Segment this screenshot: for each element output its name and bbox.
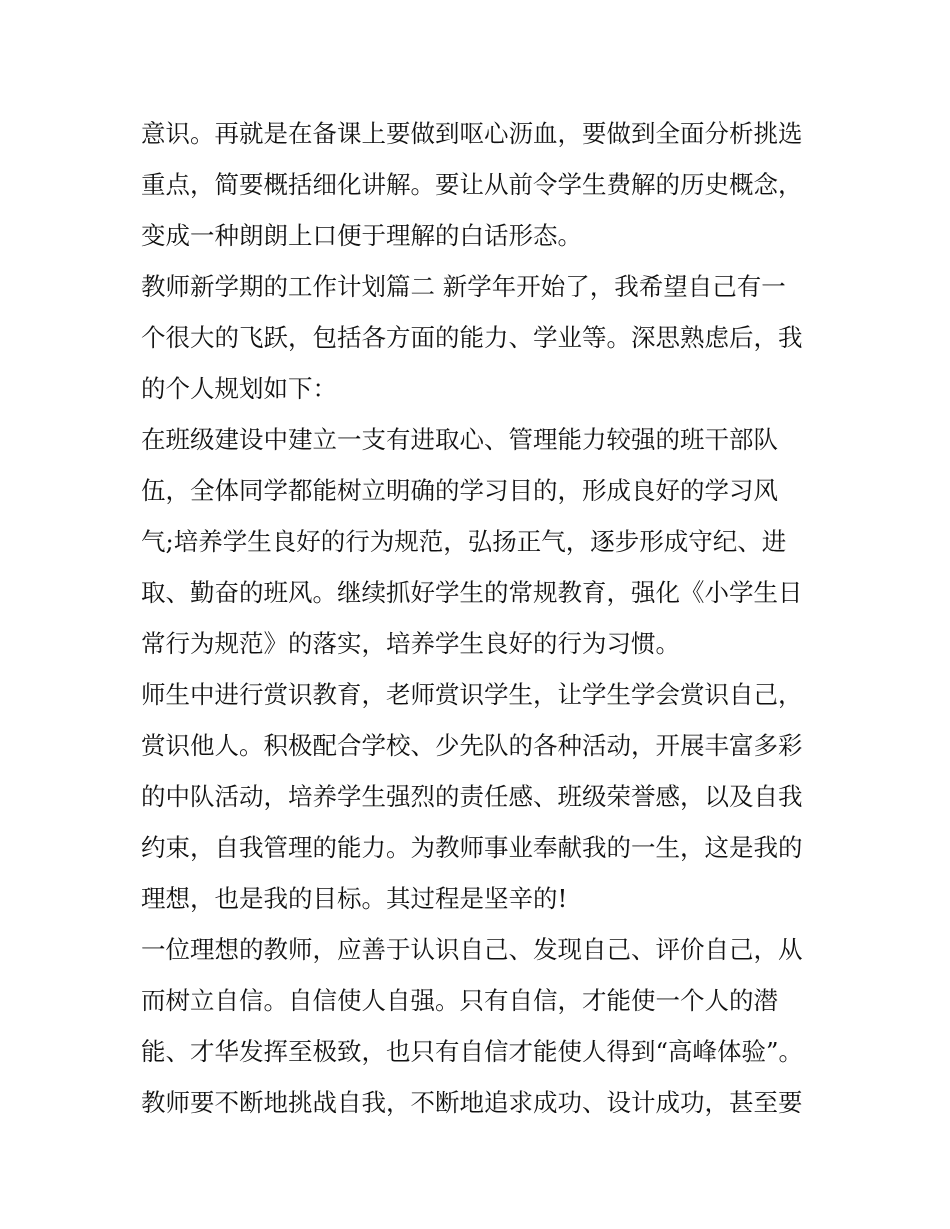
text-line: 理想，也是我的目标。其过程是坚辛的! xyxy=(141,884,568,913)
text-line: 的个人规划如下： xyxy=(141,374,337,403)
text-line: 气;培养学生良好的行为规范，弘扬正气，逐步形成守纪、进 xyxy=(141,527,787,556)
text-line: 教师要不断地挑战自我，不断地追求成功、设计成功，甚至要 xyxy=(141,1088,803,1117)
text-line: 伍，全体同学都能树立明确的学习目的，形成良好的学习风 xyxy=(141,476,778,505)
text-line: 师生中进行赏识教育，老师赏识学生，让学生学会赏识自己， xyxy=(141,680,803,709)
text-line: 的中队活动，培养学生强烈的责任感、班级荣誉感，以及自我 xyxy=(141,782,803,811)
text-line: 意识。再就是在备课上要做到呕心沥血，要做到全面分析挑选 xyxy=(141,119,803,148)
text-line: 在班级建设中建立一支有进取心、管理能力较强的班干部队 xyxy=(141,425,778,454)
text-line: 约束，自我管理的能力。为教师事业奉献我的一生，这是我的 xyxy=(141,833,803,862)
text-line: 而树立自信。自信使人自强。只有自信，才能使一个人的潜 xyxy=(141,986,778,1015)
text-line: 一位理想的教师，应善于认识自己、发现自己、评价自己，从 xyxy=(141,935,803,964)
text-line: 重点，简要概括细化讲解。要让从前令学生费解的历史概念， xyxy=(141,170,803,199)
text-line: 教师新学期的工作计划篇二 新学年开始了，我希望自己有一 xyxy=(141,272,786,301)
text-line: 变成一种朗朗上口便于理解的白话形态。 xyxy=(141,221,582,250)
text-line: 常行为规范》的落实，培养学生良好的行为习惯。 xyxy=(141,629,680,658)
text-line: 个很大的飞跃，包括各方面的能力、学业等。深思熟虑后，我 xyxy=(141,323,803,352)
text-line: 能、才华发挥至极致，也只有自信才能使人得到“高峰体验”。 xyxy=(141,1037,804,1066)
text-line: 赏识他人。积极配合学校、少先队的各种活动，开展丰富多彩 xyxy=(141,731,803,760)
body-text xyxy=(141,108,821,1128)
text-line: 取、勤奋的班风。继续抓好学生的常规教育，强化《小学生日 xyxy=(141,578,803,607)
